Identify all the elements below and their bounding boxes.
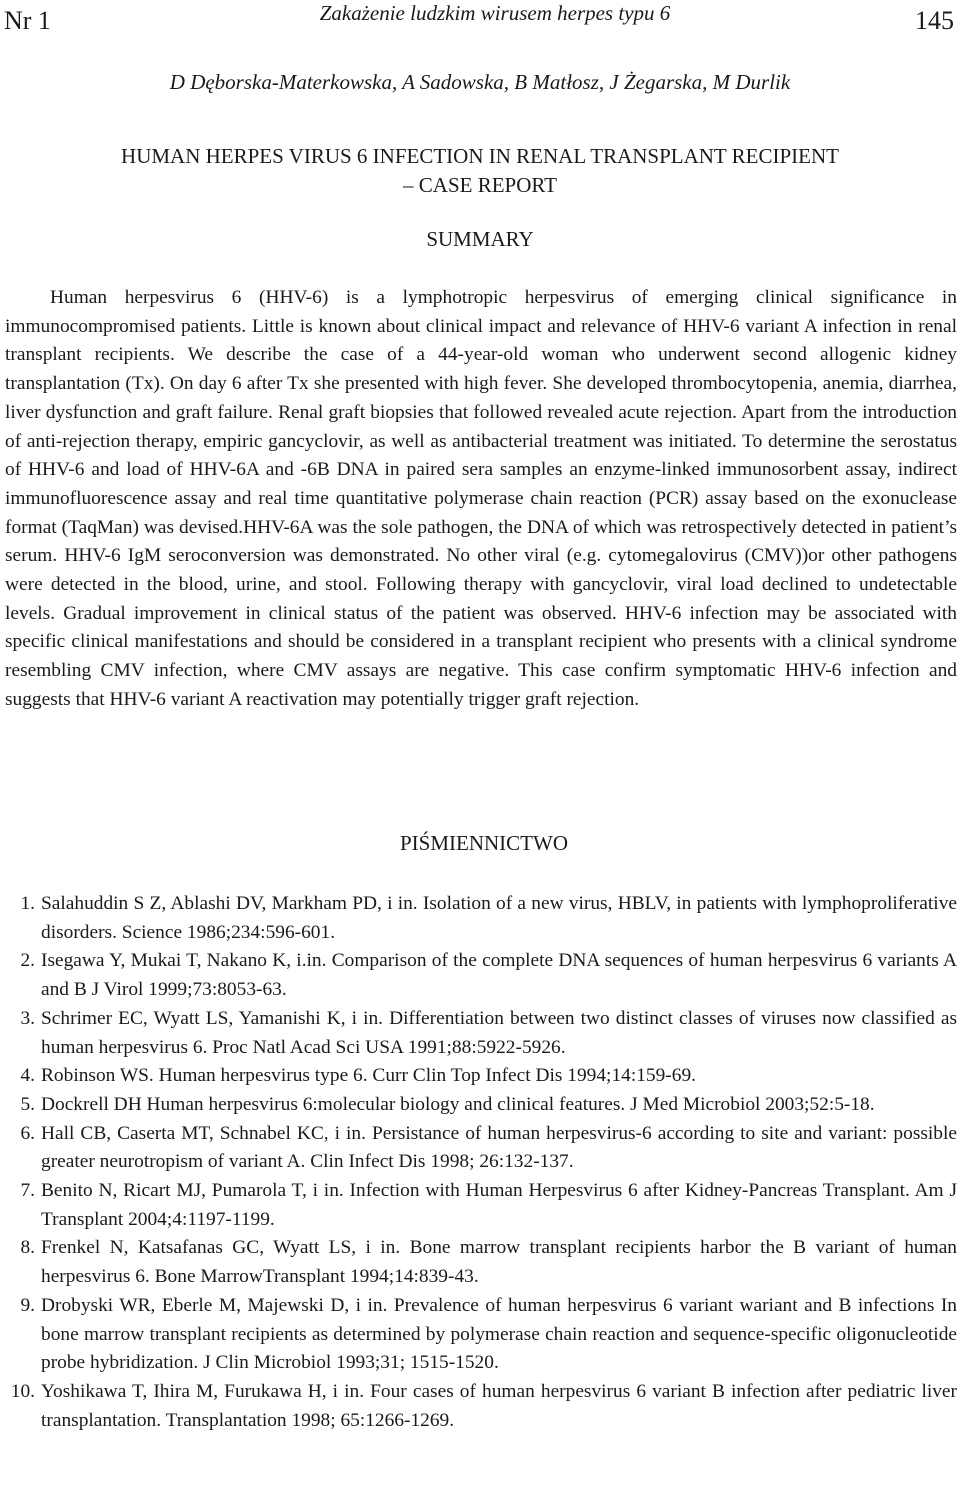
reference-text: Yoshikawa T, Ihira M, Furukawa H, i in. Four cases of human herpesvirus 6 variant B infection after pediatric liver transplantation. Transplantation 1998; 65:1266-1269. bbox=[41, 1380, 957, 1431]
reference-text: Robinson WS. Human herpesvirus type 6. Curr Clin Top Infect Dis 1994;14:159-69. bbox=[41, 1065, 697, 1087]
reference-number: 3. bbox=[20, 1007, 35, 1029]
summary-heading: SUMMARY bbox=[426, 227, 534, 251]
authors: D Dęborska-Materkowska, A Sadowska, B Matłosz, J Żegarska, M Durlik bbox=[169, 70, 791, 94]
reference-item bbox=[0, 1234, 957, 1291]
reference-item bbox=[0, 1005, 957, 1062]
reference-item bbox=[0, 1177, 957, 1234]
reference-number: 7. bbox=[20, 1180, 35, 1202]
reference-item bbox=[0, 1378, 957, 1435]
reference-item bbox=[0, 1062, 957, 1091]
reference-item bbox=[0, 890, 957, 947]
reference-item bbox=[0, 1292, 957, 1378]
reference-number: 8. bbox=[20, 1237, 35, 1259]
article-title-line-1: HUMAN HERPES VIRUS 6 INFECTION IN RENAL TRANSPLANT RECIPIENT bbox=[121, 144, 839, 168]
reference-text: Salahuddin S Z, Ablashi DV, Markham PD, i in. Isolation of a new virus, HBLV, in patients with lymphoproliferative disorders. Science 1986;234:596-601. bbox=[41, 893, 957, 943]
page-number: 145 bbox=[915, 6, 954, 35]
reference-number: 2. bbox=[20, 950, 35, 972]
article-title-line-2: – CASE REPORT bbox=[403, 173, 557, 197]
reference-number: 10. bbox=[10, 1380, 35, 1402]
reference-text: Schrimer EC, Wyatt LS, Yamanishi K, i in. Differentiation between two distinct classes of viruses now classified as human herpesvirus 6. Proc Natl Acad Sci USA 1991;88:5922-5926. bbox=[41, 1007, 957, 1058]
reference-item bbox=[0, 947, 957, 1004]
reference-text: Isegawa Y, Mukai T, Nakano K, i.in. Comparison of the complete DNA sequences of human herpesvirus 6 variants A and B J Virol 1999;73:8053-63. bbox=[41, 950, 957, 1001]
reference-text: Frenkel N, Katsafanas GC, Wyatt LS, i in. Bone marrow transplant recipients harbor the B variant of human herpesvirus 6. Bone MarrowTransplant 1994;14:839-43. bbox=[41, 1237, 957, 1288]
running-title: Zakażenie ludzkim wirusem herpes typu 6 bbox=[319, 1, 671, 25]
article-title bbox=[0, 142, 960, 200]
reference-text: Hall CB, Caserta MT, Schnabel KC, i in. Persistance of human herpesvirus-6 according to site and variant: possible greater neurotropism of variant A. Clin Infect Dis 1998; 26:132-137. bbox=[41, 1122, 957, 1173]
reference-item bbox=[0, 1091, 957, 1120]
reference-list bbox=[0, 890, 957, 1435]
reference-number: 9. bbox=[20, 1294, 35, 1316]
reference-number: 4. bbox=[20, 1065, 35, 1087]
reference-number: 6. bbox=[20, 1122, 35, 1144]
reference-number: 5. bbox=[20, 1093, 35, 1115]
reference-text: Drobyski WR, Eberle M, Majewski D, i in. Prevalence of human herpesvirus 6 variant wariant and B infections In bone marrow transplant recipients as determined by polymerase chain reaction and sequence-specific oligonucleotide probe hybridization. J Clin Microbiol 1993;31; 1515-1520. bbox=[41, 1294, 957, 1374]
references-heading: PIŚMIENNICTWO bbox=[400, 831, 568, 855]
reference-item bbox=[0, 1120, 957, 1177]
page-header bbox=[0, 0, 960, 40]
reference-text: Benito N, Ricart MJ, Pumarola T, i in. Infection with Human Herpesvirus 6 after Kidney-Pancreas Transplant. Am J Transplant 2004;4:1197-1199. bbox=[41, 1180, 957, 1230]
reference-number: 1. bbox=[20, 893, 35, 914]
reference-text: Dockrell DH Human herpesvirus 6:molecular biology and clinical features. J Med Microbiol 2003;52:5-18. bbox=[41, 1093, 875, 1115]
summary-body bbox=[5, 284, 957, 715]
issue-number: Nr 1 bbox=[4, 6, 51, 35]
summary-paragraph: Human herpesvirus 6 (HHV-6) is a lymphotropic herpesvirus of emerging clinical significance in immunocompromised patients. Little is known about clinical impact and relevance of HHV-6 variant A infection in renal transplant recipients. We describe the case of a 44-year-old woman who underwent second allogenic kidney transplantation (Tx). On day 6 after Tx she presented with high fever. She developed thrombocytopenia, anemia, diarrhea, liver dysfunction and graft failure. Renal graft biopsies that followed revealed acute rejection. Apart from the introduction of anti-rejection therapy, empiric gancyclovir, as well as antibacterial treatment was initiated. To determine the serostatus of HHV-6 and load of HHV-6A and -6B DNA in paired sera samples an enzyme-linked immunosorbent assay, indirect immunofluorescence assay and real time quantitative polymerase chain reaction (PCR) assay based on the exonuclease format (TaqMan) was devised.HHV-6A was the sole pathogen, the DNA of which was retrospectively detected in patient’s serum. HHV-6 IgM seroconversion was demonstrated. No other viral (e.g. cytomegalovirus (CMV))or other pathogens were detected in the blood, urine, and stool. Following therapy with gancyclovir, viral load declined to undetectable levels. Gradual improvement in clinical status of the patient was observed. HHV-6 infection may be associated with specific clinical manifestations and should be considered in a transplant recipient who presents with a clinical syndrome resembling CMV infection, where CMV assays are negative. This case confirm symptomatic HHV-6 infection and suggests that HHV-6 variant A reactivation may potentially trigger graft rejection. bbox=[5, 287, 957, 710]
